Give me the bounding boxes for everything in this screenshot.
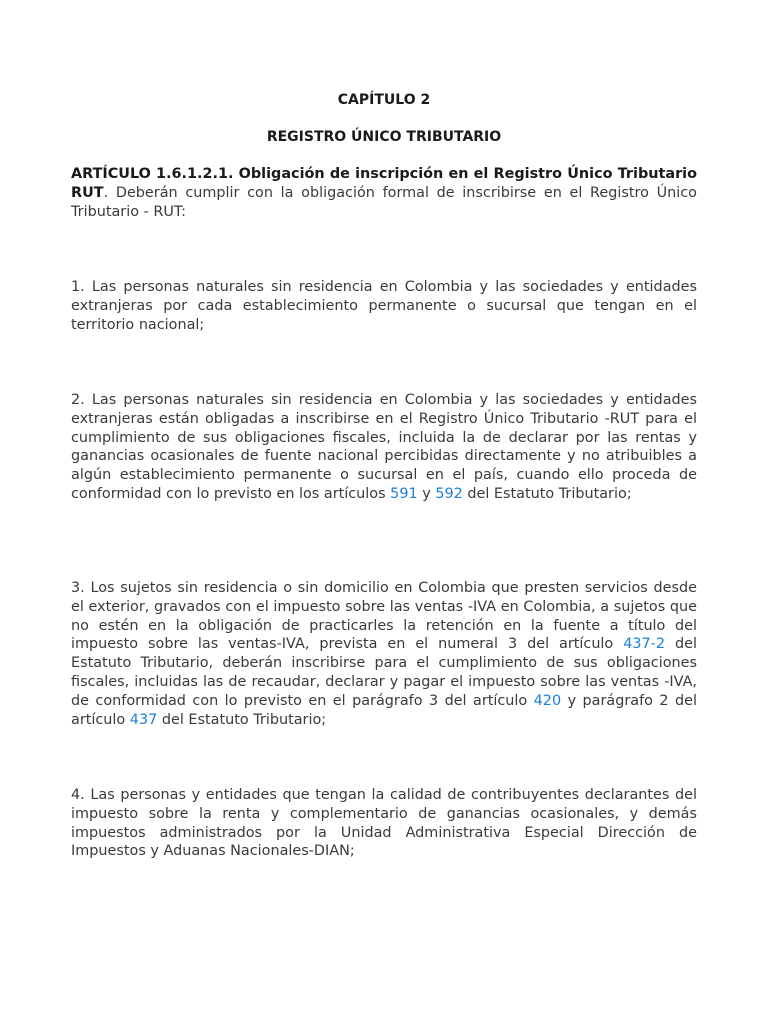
item-text: y parágrafo 2 del artículo xyxy=(71,692,697,728)
item-text: 3. Los sujetos sin residencia o sin domicilio en Colombia que presten servicios desde el exterior, gravados con el impuesto sobre las ventas -IVA en Colombia, a sujetos que no estén en la obligación de practicarles la retención en la fuente a título del impuesto sobre las ventas-IVA, prevista en el numeral 3 del artículo xyxy=(71,580,697,653)
item-text: del Estatuto Tributario; xyxy=(157,711,327,728)
list-item-4: 4. Las personas y entidades que tengan la calidad de contribuyentes declarantes del impuesto sobre la renta y complementario de ganancias ocasionales, y demás impuestos administrados por la Unidad Administrativa Especial Dirección de Impuestos y Aduanas Nacionales-DIAN; xyxy=(71,787,697,860)
chapter-title: CAPÍTULO 2 xyxy=(337,92,431,108)
link-article-591[interactable]: 591 xyxy=(390,485,418,502)
item-text: del Estatuto Tributario, deberán inscribirse para el cumplimiento de sus obligaciones fiscales, incluidas las de recaudar, declarar y pagar el impuesto sobre las ventas -IVA, de conformidad con lo previsto en el parágrafo 3 del artículo xyxy=(71,636,697,709)
section-heading: REGISTRO ÚNICO TRIBUTARIO xyxy=(266,129,502,145)
article-title: ARTÍCULO 1.6.1.2.1. Obligación de inscripción en el Registro Único Tributario RUT xyxy=(71,166,697,201)
item-text: y xyxy=(417,485,436,502)
link-article-420[interactable]: 420 xyxy=(533,692,562,709)
list-item-2 xyxy=(71,391,697,504)
list-item-3 xyxy=(71,579,697,729)
list-item-1: 1. Las personas naturales sin residencia en Colombia y las sociedades y entidades extranjeras por cada establecimiento permanente o sucursal que tengan en el territorio nacional; xyxy=(71,279,697,333)
article-title-end: . xyxy=(103,184,109,201)
link-article-437-2[interactable]: 437-2 xyxy=(623,636,666,653)
article-intro xyxy=(71,165,697,221)
item-text: del Estatuto Tributario; xyxy=(462,485,632,502)
link-article-592[interactable]: 592 xyxy=(435,485,463,502)
item-text: 2. Las personas naturales sin residencia en Colombia y las sociedades y entidades extranjeras están obligadas a inscribirse en el Registro Único Tributario -RUT para el cumplimiento de sus obligaciones fiscales, incluida la de declarar por las rentas y ganancias ocasionales de fuente nacional percibidas directamente y no atribuibles a algún establecimiento permanente o sucursal en el país, cuando ello proceda de conformidad con lo previsto en los artículos xyxy=(71,392,697,502)
article-intro-text: Deberán cumplir con la obligación formal de inscribirse en el Registro Único Tributario - RUT: xyxy=(71,184,697,220)
link-article-437[interactable]: 437 xyxy=(129,711,158,728)
